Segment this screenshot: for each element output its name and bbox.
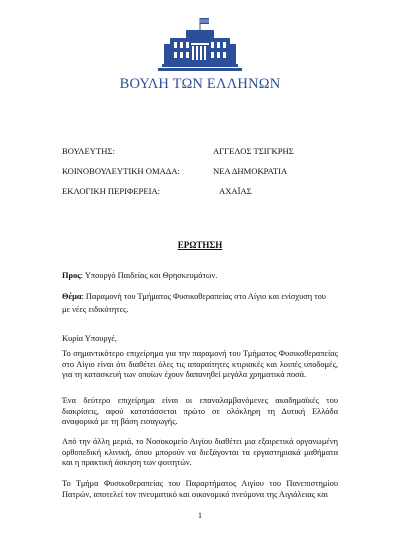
subject-text-line2: με νέες ειδικότητες. bbox=[62, 305, 129, 314]
document-title: ΕΡΩΤΗΣΗ bbox=[177, 240, 223, 250]
body-paragraph-3: Από την άλλη μεριά, το Νοσοκομείο Αιγίου διαθέτει μια εξαιρετικά οργανωμένη ορθοπεδική κλινική, όπου μπορούν να διεξάγονται τα εργαστηριακά μαθήματα και η πρακτική άσκηση των φοιτητών. bbox=[62, 437, 338, 468]
parliament-name: ΒΟΥΛΗ ΤΩΝ ΕΛΛΗΝΩΝ bbox=[119, 76, 281, 92]
mp-label: ΒΟΥΛΕΥΤΗΣ: bbox=[62, 146, 115, 156]
page-number: 1 bbox=[197, 511, 203, 520]
party-label: ΚΟΙΝΟΒΟΥΛΕΥΤΙΚΗ ΟΜΑΔΑ: bbox=[62, 166, 180, 176]
mp-value: ΑΓΓΕΛΟΣ ΤΣΙΓΚΡΗΣ bbox=[213, 146, 294, 156]
subject-label: Θέμα bbox=[62, 292, 82, 301]
subject-text-line1: : Παραμονή του Τμήματος Φυσικοθεραπείας στο Αίγιο και ενίσχυση του bbox=[81, 292, 326, 301]
body-paragraph-1: Το σημαντικότερο επιχείρημα για την παραμονή του Τμήματος Φυσικοθεραπείας στο Αίγιο είναι ότι διαθέτει όλες τις απαραίτητες κτιριακές και λοιπές υποδομές, για τη κατασκευή των οποίων έχουν δαπανηθεί μεγάλα χρηματικά ποσά. bbox=[62, 349, 338, 380]
region-value: ΑΧΑΪΑΣ bbox=[219, 186, 252, 196]
party-value: ΝΕΑ ΔΗΜΟΚΡΑΤΙΑ bbox=[213, 166, 288, 176]
recipient-line bbox=[62, 271, 217, 280]
body-paragraph-4: Το Τμήμα Φυσικοθεραπείας του Παραρτήματος Αιγίου του Πανεπιστημίου Πατρών, αποτελεί τον πνευματικό και οικονομικό πνεύμονα της Αιγιάλειας και bbox=[62, 479, 338, 499]
recipient-label: Προς bbox=[62, 271, 81, 280]
region-label: ΕΚΛΟΓΙΚΗ ΠΕΡΙΦΕΡΕΙΑ: bbox=[62, 186, 161, 196]
salutation: Κυρία Υπουργέ, bbox=[62, 334, 117, 343]
body-paragraph-2: Ένα δεύτερο επιχείρημα είναι οι επαναλαμβανόμενες ακαδημαϊκές του διακρίσεις, αφού κατατάσσεται πρώτο σε ολόκληρη τη Δυτική Ελλάδα αναφορικά με τη βάση εισαγωγής. bbox=[62, 396, 338, 427]
recipient-text: : Υπουργό Παιδείας και Θρησκευμάτων. bbox=[80, 271, 218, 280]
subject-line bbox=[62, 292, 326, 301]
